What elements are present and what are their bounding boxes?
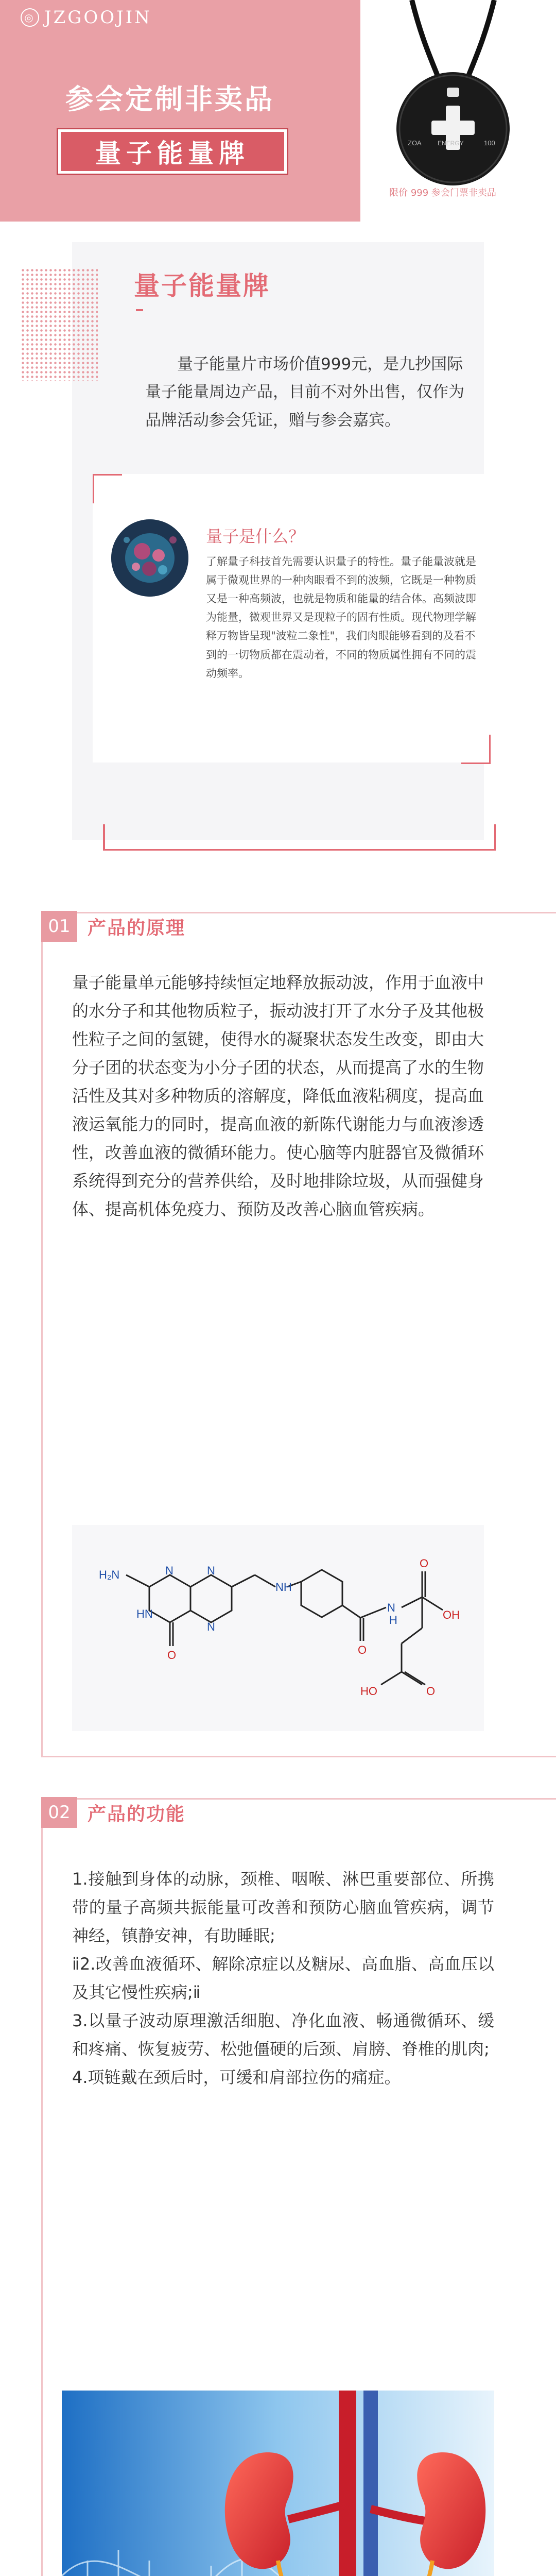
kidney-image xyxy=(62,2391,494,2576)
atom-label: NH xyxy=(275,1581,292,1594)
panel-accent xyxy=(103,824,105,850)
atom-label: N xyxy=(387,1601,395,1614)
pendant-text-mid: ENERGY xyxy=(438,140,464,147)
section-02-list xyxy=(72,1865,494,2092)
panel-bottom-line xyxy=(103,849,494,851)
atom-label: H xyxy=(389,1614,397,1626)
cell-image xyxy=(111,519,188,597)
atom-label: N xyxy=(165,1564,173,1577)
header-title: 参会定制非卖品 xyxy=(65,83,274,115)
atom-label: H₂N xyxy=(99,1568,120,1581)
atom-label: N xyxy=(207,1620,215,1633)
card-title: 量子是什么？ xyxy=(206,527,305,546)
pendant-caption: 限价 999 参会门票非卖品 xyxy=(389,188,496,198)
dot-pattern xyxy=(21,268,98,381)
brand-name: JZGOOJIN xyxy=(44,7,152,28)
function-item: 1.接触到身体的动脉，颈椎、咽喉、淋巴重要部位、所携带的量子高频共振能量可改善和预防心脑血管疾病，调节神经，镇静安神，有助睡眠; xyxy=(72,1869,494,1946)
section-02-number: 02 xyxy=(41,1797,77,1828)
atom-label: HN xyxy=(136,1607,153,1620)
pendant-text-right: 100 xyxy=(484,139,495,147)
pendant-image xyxy=(335,0,556,206)
section-01-number: 01 xyxy=(41,911,77,942)
section-01-title: 产品的原理 xyxy=(88,917,186,939)
section-01-bottom-line xyxy=(41,1756,556,1757)
card-corner-top-left xyxy=(93,474,122,503)
intro-title-underline xyxy=(136,309,143,311)
logo-mark-icon: ◎ xyxy=(21,8,39,27)
section-02-side-line xyxy=(41,1828,43,2576)
pendant-bail xyxy=(447,88,459,97)
pendant-cord-left xyxy=(412,0,440,82)
intro-title: 量子能量牌 xyxy=(134,271,270,301)
function-item: ⅱ2.改善血液循环、解除凉症以及糖尿、高血脂、高血压以及其它慢性疾病;ⅱ xyxy=(72,1954,494,2003)
pendant-text-left: ZOA xyxy=(408,139,422,147)
panel-tail xyxy=(494,824,496,851)
atom-label: OH xyxy=(443,1608,460,1621)
header-badge: 量子能量牌 xyxy=(61,132,284,171)
function-item: 4.项链戴在颈后时，可缓和肩部拉伤的痛症。 xyxy=(72,2067,401,2088)
atom-label: O xyxy=(426,1685,436,1698)
atom-label: O xyxy=(167,1649,177,1662)
atom-label: O xyxy=(358,1643,367,1656)
card-corner-bottom-right xyxy=(461,735,491,764)
atom-label: N xyxy=(207,1564,215,1577)
brand-logo xyxy=(21,7,152,28)
section-01-side-line xyxy=(41,942,43,1756)
card-text: 了解量子科技首先需要认识量子的特性。量子能量波就是属于微观世界的一种肉眼看不到的波频，它既是一种物质又是一种高频波，也就是物质和能量的结合体。高频波即为能量，微观世界又是现粒子的固有性质。现代物理学解释万物皆呈现"波粒二象性"，我们肉眼能够看到的及看不到的一切物质都在震动着，不同的物质属性拥有不同的震动频率。 xyxy=(206,555,476,680)
atom-label: O xyxy=(420,1557,429,1570)
intro-paragraph: 量子能量片市场价值999元，是九抄国际量子能量周边产品，目前不对外出售，仅作为品牌活动参会凭证，赠与参会嘉宾。 xyxy=(145,355,464,430)
pendant-cord-right xyxy=(466,0,494,82)
section-02-title: 产品的功能 xyxy=(88,1803,186,1825)
atom-label: HO xyxy=(360,1685,377,1698)
molecule-diagram xyxy=(72,1525,484,1731)
section-01-paragraph: 量子能量单元能够持续恒定地释放振动波，作用于血液中的水分子和其他物质粒子，振动波打开了水分子及其他极性粒子之间的氢键，使得水的凝聚状态发生改变，即由大分子团的状态变为小分子团的状态，从而提高了水的生物活性及其对多种物质的溶解度，降低血液粘稠度，提高血液运氧能力的同时，提高血液的新陈代谢能力与血液渗透性，改善血液的微循环能力。使心脑等内脏器官及微循环系统得到充分的营养供给，及时地排除垃圾，从而强健身体、提高机体免疫力、预防及改善心脑血管疾病。 xyxy=(72,973,484,1219)
function-item: 3.以量子波动原理激活细胞、净化血液、畅通微循环、缓和疼痛、恢复疲劳、松弛僵硬的后颈、肩膀、脊椎的肌肉; xyxy=(72,2011,494,2059)
